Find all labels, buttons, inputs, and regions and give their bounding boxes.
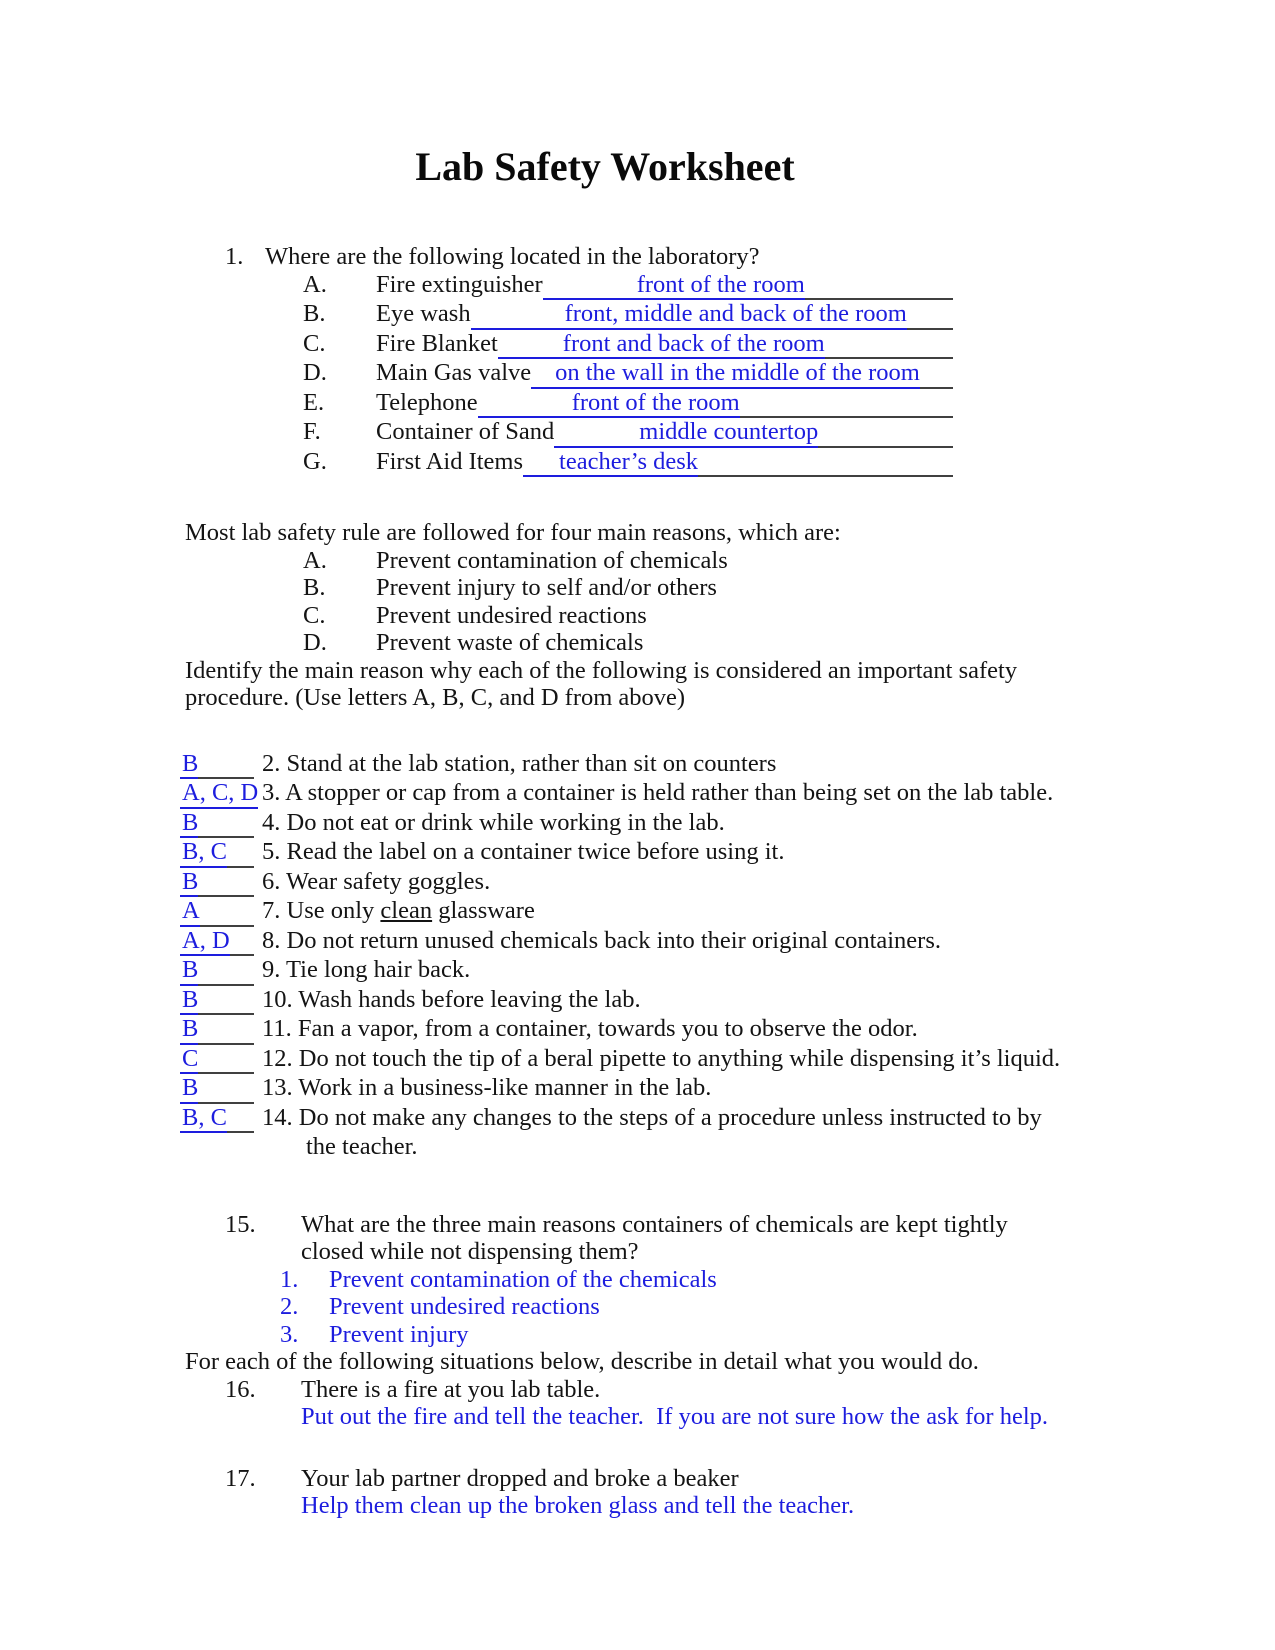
answer-slot	[180, 750, 254, 780]
question-15-text	[301, 1211, 1008, 1266]
question-1-text: Where are the following located in the laboratory?	[265, 243, 760, 270]
answer-blank	[554, 418, 953, 448]
answer-letter: B, C	[180, 838, 227, 868]
question-17-number: 17.	[225, 1464, 256, 1492]
question-15-number: 15.	[225, 1210, 256, 1238]
location-item-f	[303, 418, 953, 448]
question-1-number: 1.	[225, 243, 244, 270]
matching-section	[182, 749, 1195, 1161]
item-letter: F.	[303, 418, 321, 445]
matching-item-4	[180, 809, 1195, 839]
item-text-underlined: clean	[380, 897, 433, 924]
answer-text: front of the room	[543, 271, 805, 301]
item-text-before: 7. Use only	[262, 897, 381, 924]
item-label: Fire extinguisher	[376, 270, 543, 298]
answer-blank	[478, 389, 953, 419]
answer-blank	[543, 271, 953, 301]
reason-option-a	[303, 547, 1195, 575]
question-16-answer: Put out the fire and tell the teacher. If you are not sure how the ask for help.	[301, 1403, 1049, 1430]
answer-letter: A, C, D	[180, 779, 258, 809]
answer-slot	[180, 838, 254, 868]
answer-letter: B	[180, 868, 198, 898]
item-text: 8. Do not return unused chemicals back into their original containers.	[262, 926, 942, 954]
question-15-line-2: closed while not dispensing them?	[301, 1238, 639, 1265]
answer-text: front and back of the room	[498, 330, 825, 360]
option-text: Prevent injury to self and/or others	[376, 574, 717, 601]
question-17-answer: Help them clean up the broken glass and tell the teacher.	[301, 1492, 855, 1519]
matching-item-5	[180, 838, 1195, 868]
item-text: 13. Work in a business-like manner in the lab.	[262, 1074, 712, 1101]
item-text: 5. Read the label on a container twice before using it.	[262, 838, 785, 865]
answer-letter: B	[180, 1015, 198, 1045]
answer-number: 3.	[280, 1320, 299, 1348]
reason-option-d	[303, 629, 1195, 657]
question-1-items	[185, 271, 1195, 478]
answer-letter: B	[180, 956, 198, 986]
answer-letter: B	[180, 1074, 198, 1104]
item-letter: D.	[303, 359, 327, 386]
option-text: Prevent undesired reactions	[376, 601, 647, 629]
q15-answer-1	[280, 1266, 1195, 1294]
question-1	[225, 243, 1195, 271]
item-text: 6. Wear safety goggles.	[262, 867, 491, 895]
answer-letter: B	[180, 750, 198, 780]
matching-item-10	[180, 986, 1195, 1016]
item-text: 14. Do not make any changes to the steps of a procedure unless instructed to by	[262, 1103, 1042, 1131]
location-item-d	[303, 359, 953, 389]
item-text	[262, 897, 535, 925]
answer-letter: C	[180, 1045, 198, 1075]
item-text: 2. Stand at the lab station, rather than sit on counters	[262, 749, 777, 777]
answer-slot	[180, 897, 254, 927]
situations-intro: For each of the following situations below, describe in detail what you would do.	[185, 1348, 979, 1375]
option-text: Prevent contamination of chemicals	[376, 546, 728, 574]
answer-slot	[180, 1045, 254, 1075]
answer-blank	[498, 330, 953, 360]
option-text: Prevent waste of chemicals	[376, 629, 644, 656]
answer-number: 1.	[280, 1265, 299, 1293]
reason-option-b	[303, 574, 1195, 602]
item-label: Main Gas valve	[376, 359, 532, 386]
instructions-line-1: Identify the main reason why each of the following is considered an important safety	[185, 656, 1018, 684]
answer-letter: A, D	[180, 927, 230, 957]
item-label: Container of Sand	[376, 418, 555, 445]
answer-slot	[180, 1104, 254, 1134]
matching-item-14	[180, 1104, 1195, 1134]
answer-blank	[531, 359, 953, 389]
option-letter: A.	[303, 546, 327, 574]
matching-item-6	[180, 868, 1195, 898]
answer-slot	[180, 1015, 254, 1045]
location-item-e	[303, 389, 953, 419]
instructions-line-2: procedure. (Use letters A, B, C, and D from above)	[185, 684, 686, 711]
answer-text: front of the room	[478, 389, 740, 419]
answer-text: on the wall in the middle of the room	[531, 359, 920, 389]
item-text-after: glassware	[432, 897, 535, 924]
q15-answer-2	[280, 1293, 1195, 1321]
answer-slot	[180, 1074, 254, 1104]
answer-letter: B	[180, 986, 198, 1016]
question-16-number: 16.	[225, 1375, 256, 1403]
item-text: 11. Fan a vapor, from a container, towards you to observe the odor.	[262, 1015, 918, 1042]
item-label: Telephone	[376, 388, 478, 416]
matching-item-14-continued: the teacher.	[306, 1133, 418, 1160]
item-letter: B.	[303, 300, 326, 327]
location-item-g	[303, 448, 953, 478]
answer-slot	[180, 927, 254, 957]
item-label: Fire Blanket	[376, 329, 498, 357]
item-text: 4. Do not eat or drink while working in the lab.	[262, 808, 725, 836]
location-item-a	[303, 271, 953, 301]
location-item-c	[303, 330, 953, 360]
answer-blank	[471, 300, 953, 330]
item-text: 9. Tie long hair back.	[262, 956, 471, 983]
answer-slot	[180, 779, 259, 809]
question-17	[225, 1465, 1195, 1493]
item-label: First Aid Items	[376, 447, 524, 475]
answer-text: teacher’s desk	[523, 448, 698, 478]
answer-number: 2.	[280, 1293, 299, 1320]
matching-item-8	[180, 927, 1195, 957]
question-15	[225, 1211, 1195, 1266]
answer-text: Prevent undesired reactions	[329, 1293, 600, 1320]
answer-letter: A	[180, 897, 200, 927]
item-letter: A.	[303, 270, 327, 298]
q15-answer-3	[280, 1321, 1195, 1349]
option-letter: B.	[303, 574, 326, 601]
question-17-text: Your lab partner dropped and broke a beaker	[301, 1464, 739, 1492]
item-label: Eye wash	[376, 300, 471, 327]
question-15-line-1: What are the three main reasons containers of chemicals are kept tightly	[301, 1210, 1008, 1238]
item-letter: G.	[303, 447, 327, 475]
answer-letter: B	[180, 809, 198, 839]
answer-text: Prevent injury	[329, 1320, 469, 1348]
question-16	[225, 1376, 1195, 1404]
answer-slot	[180, 868, 254, 898]
page-title: Lab Safety Worksheet	[415, 144, 795, 189]
matching-item-2	[180, 750, 1195, 780]
item-text: 12. Do not touch the tip of a beral pipette to anything while dispensing it’s liquid.	[262, 1044, 1061, 1072]
answer-text: Prevent contamination of the chemicals	[329, 1265, 717, 1293]
matching-item-13	[180, 1074, 1195, 1104]
reasons-intro: Most lab safety rule are followed for four main reasons, which are:	[185, 519, 841, 546]
item-text: 10. Wash hands before leaving the lab.	[262, 985, 641, 1013]
answer-slot	[180, 956, 254, 986]
location-item-b	[303, 300, 953, 330]
item-text: 3. A stopper or cap from a container is held rather than being set on the lab table.	[262, 779, 1054, 806]
matching-item-9	[180, 956, 1195, 986]
item-letter: C.	[303, 329, 326, 357]
option-letter: C.	[303, 601, 326, 629]
matching-item-7	[180, 897, 1195, 927]
answer-blank	[523, 448, 953, 478]
question-16-text: There is a fire at you lab table.	[301, 1375, 601, 1403]
answer-letter: B, C	[180, 1104, 227, 1134]
item-letter: E.	[303, 388, 325, 416]
answer-text: front, middle and back of the room	[471, 300, 907, 330]
matching-item-12	[180, 1045, 1195, 1075]
option-letter: D.	[303, 629, 327, 656]
answer-text: middle countertop	[554, 418, 818, 448]
reason-option-c	[303, 602, 1195, 630]
answer-slot	[180, 986, 254, 1016]
matching-item-11	[180, 1015, 1195, 1045]
answer-slot	[180, 809, 254, 839]
matching-item-3	[180, 779, 1195, 809]
